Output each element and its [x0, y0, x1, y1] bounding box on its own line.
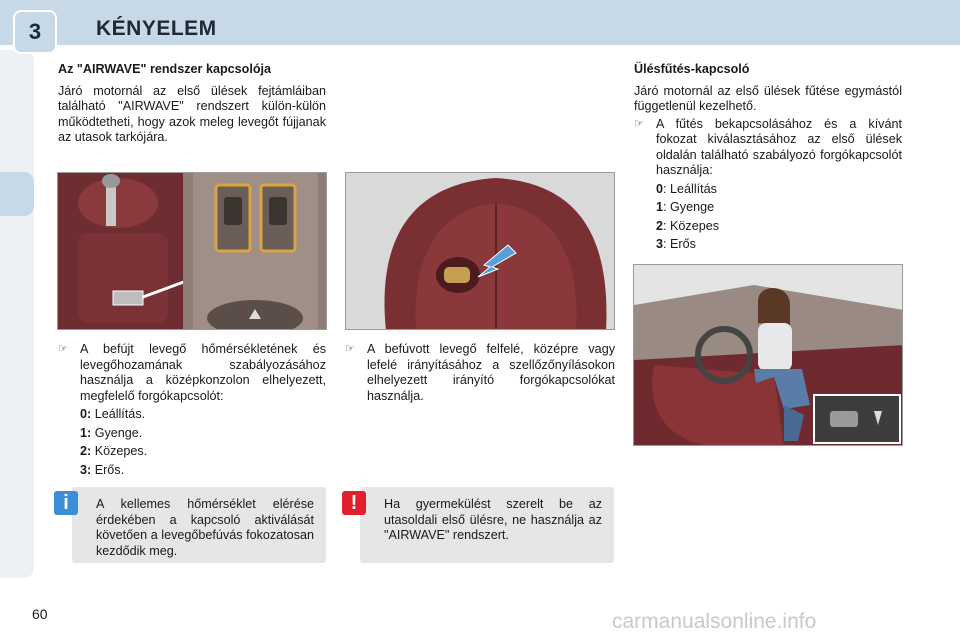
headrest-photo	[345, 172, 615, 330]
info-box	[72, 487, 326, 563]
console-photo	[57, 172, 327, 330]
airwave-intro: Járó motornál az első ülések fejtámláiban található "AIRWAVE" rendszert külön-külön működtetheti, hogy azok meleg levegőt fújjanak az utasok tarkójára.	[58, 83, 326, 144]
airwave-level-0: 0: Leállítás.	[80, 407, 146, 421]
heating-level-3: 3: Erős	[656, 237, 696, 251]
vent-bullet	[345, 342, 615, 404]
airwave-control-section	[58, 342, 326, 478]
airwave-heading: Az "AIRWAVE" rendszer kapcsolója	[58, 62, 272, 76]
console-image	[58, 173, 327, 330]
warning-icon: !	[342, 491, 366, 515]
seat-heating-heading: Ülésfűtés-kapcsoló	[634, 62, 750, 76]
pointing-hand-icon: ☞	[634, 117, 644, 130]
side-tab	[0, 50, 34, 578]
airwave-level-1: 1: Gyenge.	[80, 425, 143, 440]
airwave-section	[58, 62, 326, 146]
info-text: A kellemes hőmérséklet elérése érdekében a kapcsoló aktiválását követően a levegőbefúvás fokozatosan kezdődik meg.	[96, 497, 314, 558]
seat-heating-bullet-text: A fűtés bekapcsolásához és a kívánt fokozat kiválasztásához az első ülések oldalán található szabályozó forgókapcsolót használja:	[656, 116, 902, 177]
pointing-hand-icon: ☞	[345, 343, 355, 355]
warning-text: Ha gyermekülést szerelt be az utasoldali első ülésre, ne használja az "AIRWAVE" rendszert.	[384, 497, 602, 542]
vent-bullet-text: A befúvott levegő felfelé, középre vagy lefelé irányításához a szellőzőnyílásokon elhelyezett irányító forgókapcsolókat használja.	[367, 342, 615, 403]
airwave-level-3: 3: Erős.	[80, 462, 125, 477]
chapter-title: KÉNYELEM	[96, 17, 217, 40]
seat-heating-photo	[633, 264, 903, 446]
heating-level-1: 1: Gyenge	[656, 200, 715, 214]
warning-box	[360, 487, 614, 563]
watermark: carmanualsonline.info	[612, 610, 817, 633]
airwave-bullet-text: A befújt levegő hőmérsékletének és levegőhozamának szabályozásához használja a középkonzolon elhelyezett, megfelelő forgókapcsolót:	[80, 342, 326, 403]
vent-section	[345, 342, 615, 404]
headrest-image	[346, 173, 615, 330]
pointing-hand-icon: ☞	[58, 343, 68, 355]
seat-heating-section	[634, 62, 902, 253]
airwave-bullet	[58, 342, 326, 404]
page-number: 60	[32, 606, 48, 622]
side-tab-active	[0, 172, 34, 216]
seat-heating-bullet	[634, 117, 902, 179]
heating-level-2: 2: Közepes	[656, 218, 720, 233]
info-icon: i	[54, 491, 78, 515]
car-interior-image	[634, 265, 903, 446]
heating-level-0: 0: Leállítás	[656, 181, 717, 196]
seat-heating-intro: Járó motornál az első ülések fűtése egymástól függetlenül kezelhető.	[634, 83, 902, 113]
chapter-number: 3	[13, 10, 57, 54]
airwave-level-2: 2: Közepes.	[80, 444, 148, 458]
